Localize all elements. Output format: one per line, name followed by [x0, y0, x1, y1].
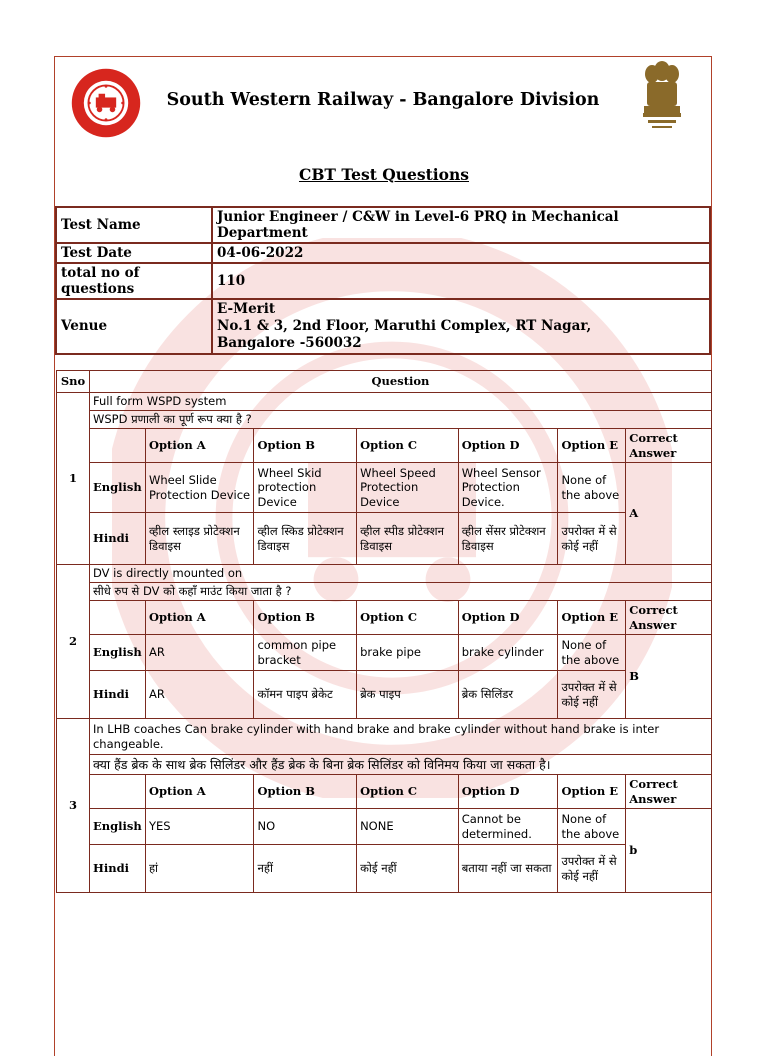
venue-value: [212, 299, 710, 354]
option-english: YES: [145, 809, 254, 845]
info-row: [56, 299, 710, 354]
venue-line: Bangalore -560032: [217, 334, 362, 351]
hindi-options-row: [57, 845, 712, 893]
option-hindi: AR: [145, 671, 254, 719]
option-hindi: बताया नहीं जा सकता: [458, 845, 558, 893]
option-english: Wheel Sensor Protection Device.: [458, 463, 558, 513]
question-row: [57, 719, 712, 755]
table-header-row: [57, 371, 712, 393]
option-header: Option B: [254, 775, 357, 809]
lang-header-blank: [89, 429, 145, 463]
option-english: AR: [145, 635, 254, 671]
option-english: Cannot be determined.: [458, 809, 558, 845]
sno-header: Sno: [57, 371, 90, 393]
option-english: brake pipe: [357, 635, 459, 671]
question-row: [57, 411, 712, 429]
question-text-hindi: क्या हैंड ब्रेक के साथ ब्रेक सिलिंडर और हैंड ब्रेक के बिना ब्रेक सिलिंडर को विनिमय किया जा सकता है।: [89, 755, 711, 775]
question-text-hindi: WSPD प्रणाली का पूर्ण रूप क्या है ?: [89, 411, 711, 429]
option-english: None of the above: [558, 463, 626, 513]
option-english: brake cylinder: [458, 635, 558, 671]
option-english: common pipe bracket: [254, 635, 357, 671]
lang-label-hindi: Hindi: [89, 513, 145, 565]
option-hindi: ब्रेक सिलिंडर: [458, 671, 558, 719]
question-text-english: Full form WSPD system: [89, 393, 711, 411]
correct-answer: A: [626, 463, 712, 565]
option-header: Option D: [458, 775, 558, 809]
info-key: Test Date: [56, 243, 212, 263]
info-value: Junior Engineer / C&W in Level-6 PRQ in Mechanical Department: [212, 207, 710, 243]
option-hindi: व्हील स्लाइड प्रोटेक्शन डिवाइस: [145, 513, 254, 565]
info-value: 04-06-2022: [212, 243, 710, 263]
question-text-english: DV is directly mounted on: [89, 565, 711, 583]
question-header: Question: [89, 371, 711, 393]
info-value: 110: [212, 263, 710, 299]
option-header: Correct Answer: [626, 429, 712, 463]
hindi-options-row: [57, 671, 712, 719]
option-hindi: नहीं: [254, 845, 357, 893]
info-key: Test Name: [56, 207, 212, 243]
lang-label-english: English: [89, 463, 145, 513]
option-hindi: उपरोक्त में से कोई नहीं: [558, 671, 626, 719]
option-header: Option A: [145, 775, 254, 809]
option-header: Option C: [357, 601, 459, 635]
option-hindi: व्हील स्किड प्रोटेक्शन डिवाइस: [254, 513, 357, 565]
organization-title: South Western Railway - Bangalore Division: [166, 90, 600, 110]
info-key: total no of questions: [56, 263, 212, 299]
lang-label-hindi: Hindi: [89, 845, 145, 893]
question-row: [57, 755, 712, 775]
option-hindi: हां: [145, 845, 254, 893]
english-options-row: [57, 635, 712, 671]
option-header: Correct Answer: [626, 601, 712, 635]
option-header: Option E: [558, 601, 626, 635]
option-english: None of the above: [558, 809, 626, 845]
info-row: [56, 263, 710, 299]
question-sno: 1: [57, 393, 90, 565]
option-english: NONE: [357, 809, 459, 845]
option-english: Wheel Skid protection Device: [254, 463, 357, 513]
question-row: [57, 565, 712, 583]
state-emblem-icon: [638, 58, 686, 132]
test-info-table: [55, 206, 711, 355]
question-row: [57, 393, 712, 411]
lang-label-english: English: [89, 635, 145, 671]
option-header: Correct Answer: [626, 775, 712, 809]
option-header: Option C: [357, 429, 459, 463]
option-english: None of the above: [558, 635, 626, 671]
question-row: [57, 583, 712, 601]
english-options-row: [57, 463, 712, 513]
option-english: Wheel Slide Protection Device: [145, 463, 254, 513]
option-english: NO: [254, 809, 357, 845]
option-hindi: कॉमन पाइप ब्रेकेट: [254, 671, 357, 719]
option-header: Option C: [357, 775, 459, 809]
lang-label-hindi: Hindi: [89, 671, 145, 719]
option-header-row: [57, 601, 712, 635]
question-sno: 3: [57, 719, 90, 893]
option-header: Option E: [558, 429, 626, 463]
lang-header-blank: [89, 601, 145, 635]
option-header: Option A: [145, 429, 254, 463]
page-header: [54, 56, 712, 140]
option-hindi: ब्रेक पाइप: [357, 671, 459, 719]
option-english: Wheel Speed Protection Device: [357, 463, 459, 513]
lang-header-blank: [89, 775, 145, 809]
question-text-hindi: सीधे रुप से DV को कहाँ माउंट किया जाता है ?: [89, 583, 711, 601]
question-text-english: In LHB coaches Can brake cylinder with hand brake and brake cylinder without hand brake is inter changeable.: [89, 719, 711, 755]
option-hindi: व्हील सेंसर प्रोटेक्शन डिवाइस: [458, 513, 558, 565]
option-header-row: [57, 429, 712, 463]
option-hindi: व्हील स्पीड प्रोटेक्शन डिवाइस: [357, 513, 459, 565]
option-header: Option D: [458, 429, 558, 463]
venue-key: Venue: [56, 299, 212, 354]
hindi-options-row: [57, 513, 712, 565]
option-header-row: [57, 775, 712, 809]
correct-answer: b: [626, 809, 712, 893]
venue-line: No.1 & 3, 2nd Floor, Maruthi Complex, RT Nagar,: [217, 317, 592, 334]
questions-table: [56, 370, 712, 893]
option-header: Option B: [254, 429, 357, 463]
option-hindi: उपरोक्त में से कोई नहीं: [558, 513, 626, 565]
document-title: CBT Test Questions: [298, 165, 469, 184]
english-options-row: [57, 809, 712, 845]
option-header: Option E: [558, 775, 626, 809]
question-sno: 2: [57, 565, 90, 719]
info-row: [56, 207, 710, 243]
option-header: Option D: [458, 601, 558, 635]
lang-label-english: English: [89, 809, 145, 845]
option-hindi: कोई नहीं: [357, 845, 459, 893]
option-header: Option B: [254, 601, 357, 635]
venue-line: E-Merit: [217, 301, 276, 317]
info-row: [56, 243, 710, 263]
correct-answer: B: [626, 635, 712, 719]
option-hindi: उपरोक्त में से कोई नहीं: [558, 845, 626, 893]
option-header: Option A: [145, 601, 254, 635]
